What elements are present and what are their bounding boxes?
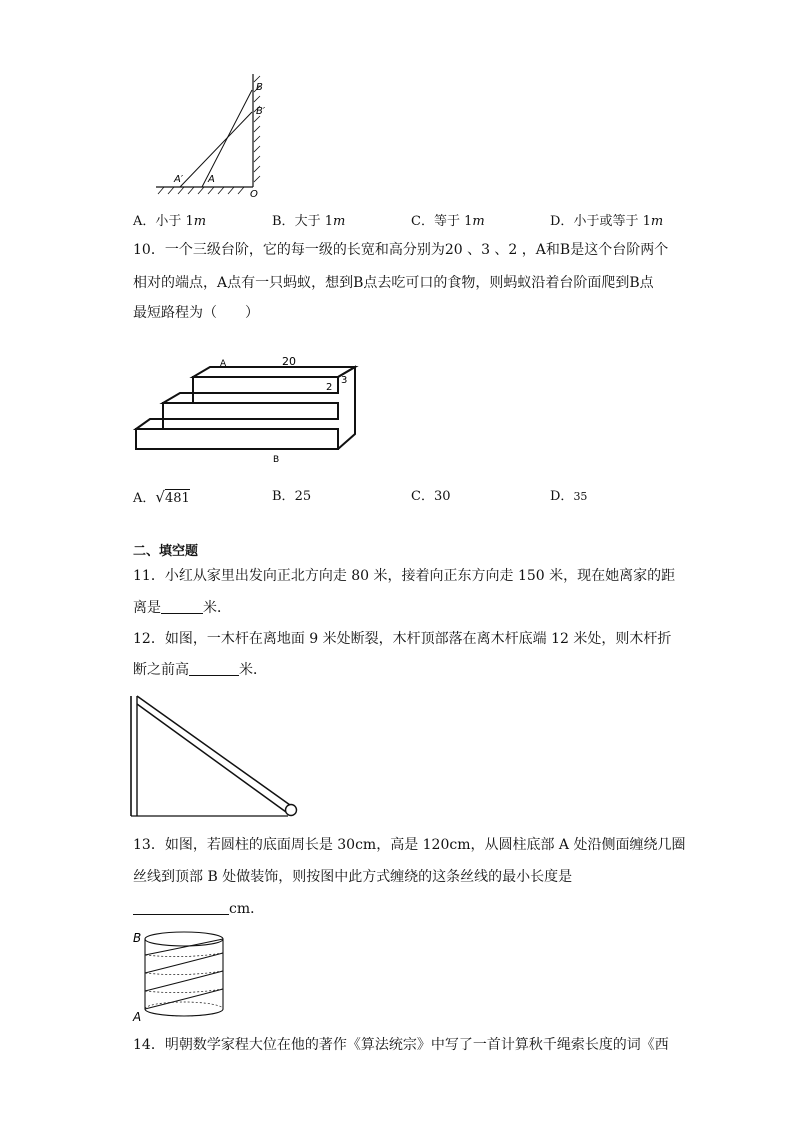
q11-line-1: 11．小红从家里出发向正北方向走 80 米，接着向正东方向走 150 米，现在她离家的距 xyxy=(133,568,676,584)
q10-option-d[interactable]: D．35 xyxy=(550,489,588,504)
q13-line-1: 13．如图，若圆柱的底面周长是 30cm，高是 120cm，从圆柱底部 A 处沿侧面缠绕几圈 xyxy=(133,837,686,853)
q13-answer-blank[interactable] xyxy=(133,900,229,915)
cylinder-label-a: A xyxy=(133,1010,142,1024)
section-title: 二、填空题 xyxy=(133,544,199,559)
q13-line-2: 丝线到顶部 B 处做装饰，则按图中此方式缠绕的这条丝线的最小长度是 xyxy=(133,869,573,885)
q10-option-b[interactable]: B．25 xyxy=(272,489,312,504)
q10-option-a[interactable]: A．√481 xyxy=(133,488,190,506)
q13-line-3: cm． xyxy=(133,899,264,919)
label-a: A xyxy=(208,174,215,185)
label-b-prime: B′ xyxy=(256,106,266,117)
cylinder-figure xyxy=(130,925,235,1025)
stair-dim-length: 20 xyxy=(282,355,296,368)
stair-label-b: B xyxy=(273,455,280,465)
staircase-figure xyxy=(133,352,383,467)
q9-option-c[interactable]: C．等于 1m xyxy=(411,214,485,229)
radical-icon: √ xyxy=(155,488,165,506)
ladder-wall-figure xyxy=(150,68,270,198)
broken-pole-figure xyxy=(128,693,303,821)
q10-line-1: 10．一个三级台阶，它的每一级的长宽和高分别为20 、3 、2 ，A和B是这个台阶两个 xyxy=(133,242,669,258)
label-b: B xyxy=(256,82,263,93)
label-o: O xyxy=(250,189,258,198)
q14-line-1: 14．明朝数学家程大位在他的著作《算法统宗》中写了一首计算秋千绳索长度的词《西 xyxy=(133,1037,669,1053)
stair-label-a: A xyxy=(220,359,227,369)
q9-option-b[interactable]: B．大于 1m xyxy=(272,214,346,229)
q12-line-2: 断之前高 米． xyxy=(133,662,267,678)
label-a-prime: A′ xyxy=(174,174,184,185)
q10-line-3: 最短路程为（ ） xyxy=(133,305,259,321)
q10-option-c[interactable]: C．30 xyxy=(411,489,451,504)
q9-option-a[interactable]: A．小于 1m xyxy=(133,214,207,229)
q11-answer-blank[interactable] xyxy=(161,599,203,614)
q11-line-2: 离是 米． xyxy=(133,600,231,616)
q10-line-2: 相对的端点，A点有一只蚂蚁，想到B点去吃可口的食物，则蚂蚁沿着台阶面爬到B点 xyxy=(133,275,654,291)
stair-dim-height: 2 xyxy=(326,382,333,393)
q9-option-d[interactable]: D．小于或等于 1m xyxy=(550,214,664,229)
q12-line-1: 12．如图，一木杆在离地面 9 米处断裂，木杆顶部落在离木杆底端 12 米处，则木杆折 xyxy=(133,631,672,647)
stair-dim-width: 3 xyxy=(341,375,348,386)
q12-answer-blank[interactable] xyxy=(189,661,239,676)
cylinder-label-b: B xyxy=(133,931,142,945)
